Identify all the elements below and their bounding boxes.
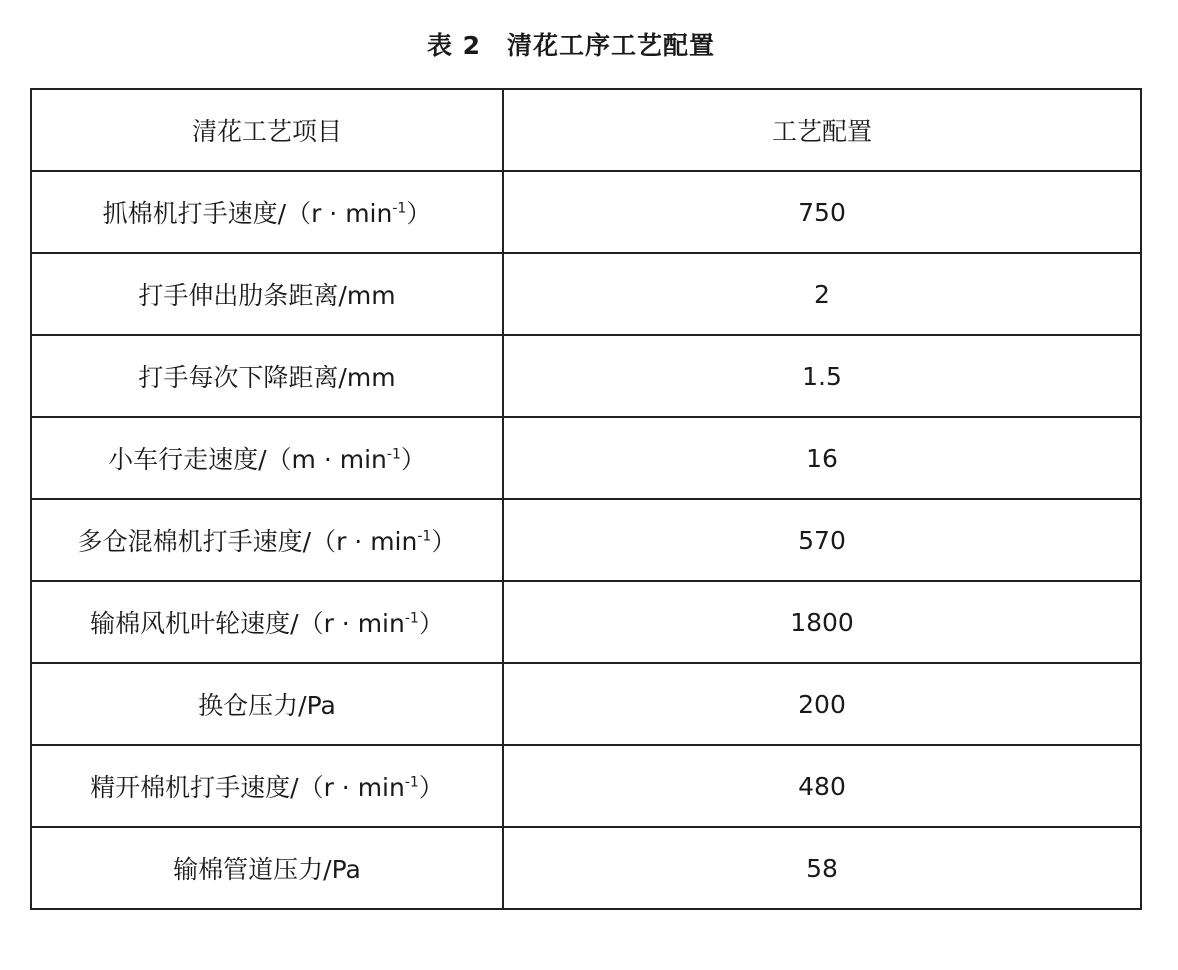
- row-item: 打手每次下降距离/mm: [31, 335, 503, 417]
- row-value: 58: [503, 827, 1141, 909]
- table-caption: [0, 26, 1142, 62]
- row-item: 精开棉机打手速度$/(r \cdot \min^{-1})$: [31, 745, 503, 827]
- row-item: 换仓压力/Pa: [31, 663, 503, 745]
- table-row: [31, 335, 1141, 417]
- row-value: 480: [503, 745, 1141, 827]
- row-value: 1.5: [503, 335, 1141, 417]
- row-item: 抓棉机打手速度$/(r \cdot \min^{-1})$: [31, 171, 503, 253]
- row-value: 570: [503, 499, 1141, 581]
- row-value: 1800: [503, 581, 1141, 663]
- table-row: [31, 745, 1141, 827]
- row-item: 多仓混棉机打手速度$/(r \cdot \min^{-1})$: [31, 499, 503, 581]
- table-row: [31, 253, 1141, 335]
- table-row: [31, 581, 1141, 663]
- row-item: 小车行走速度$/(m \cdot \min^{-1})$: [31, 417, 503, 499]
- table-row: [31, 171, 1141, 253]
- table-row: [31, 663, 1141, 745]
- table-title: 清花工序工艺配置: [507, 31, 716, 60]
- table-row: [31, 499, 1141, 581]
- row-value: 200: [503, 663, 1141, 745]
- row-value: 750: [503, 171, 1141, 253]
- process-config-table: [30, 88, 1142, 910]
- row-value: 16: [503, 417, 1141, 499]
- header-item: 清花工艺项目: [31, 89, 503, 171]
- row-item: 输棉风机叶轮速度$/(r \cdot \min^{-1})$: [31, 581, 503, 663]
- row-value: 2: [503, 253, 1141, 335]
- row-item: 打手伸出肋条距离/mm: [31, 253, 503, 335]
- table-row: [31, 417, 1141, 499]
- table-number: 表 2: [426, 31, 482, 60]
- header-row: [31, 89, 1141, 171]
- header-value: 工艺配置: [503, 89, 1141, 171]
- table-row: [31, 827, 1141, 909]
- row-item: 输棉管道压力/Pa: [31, 827, 503, 909]
